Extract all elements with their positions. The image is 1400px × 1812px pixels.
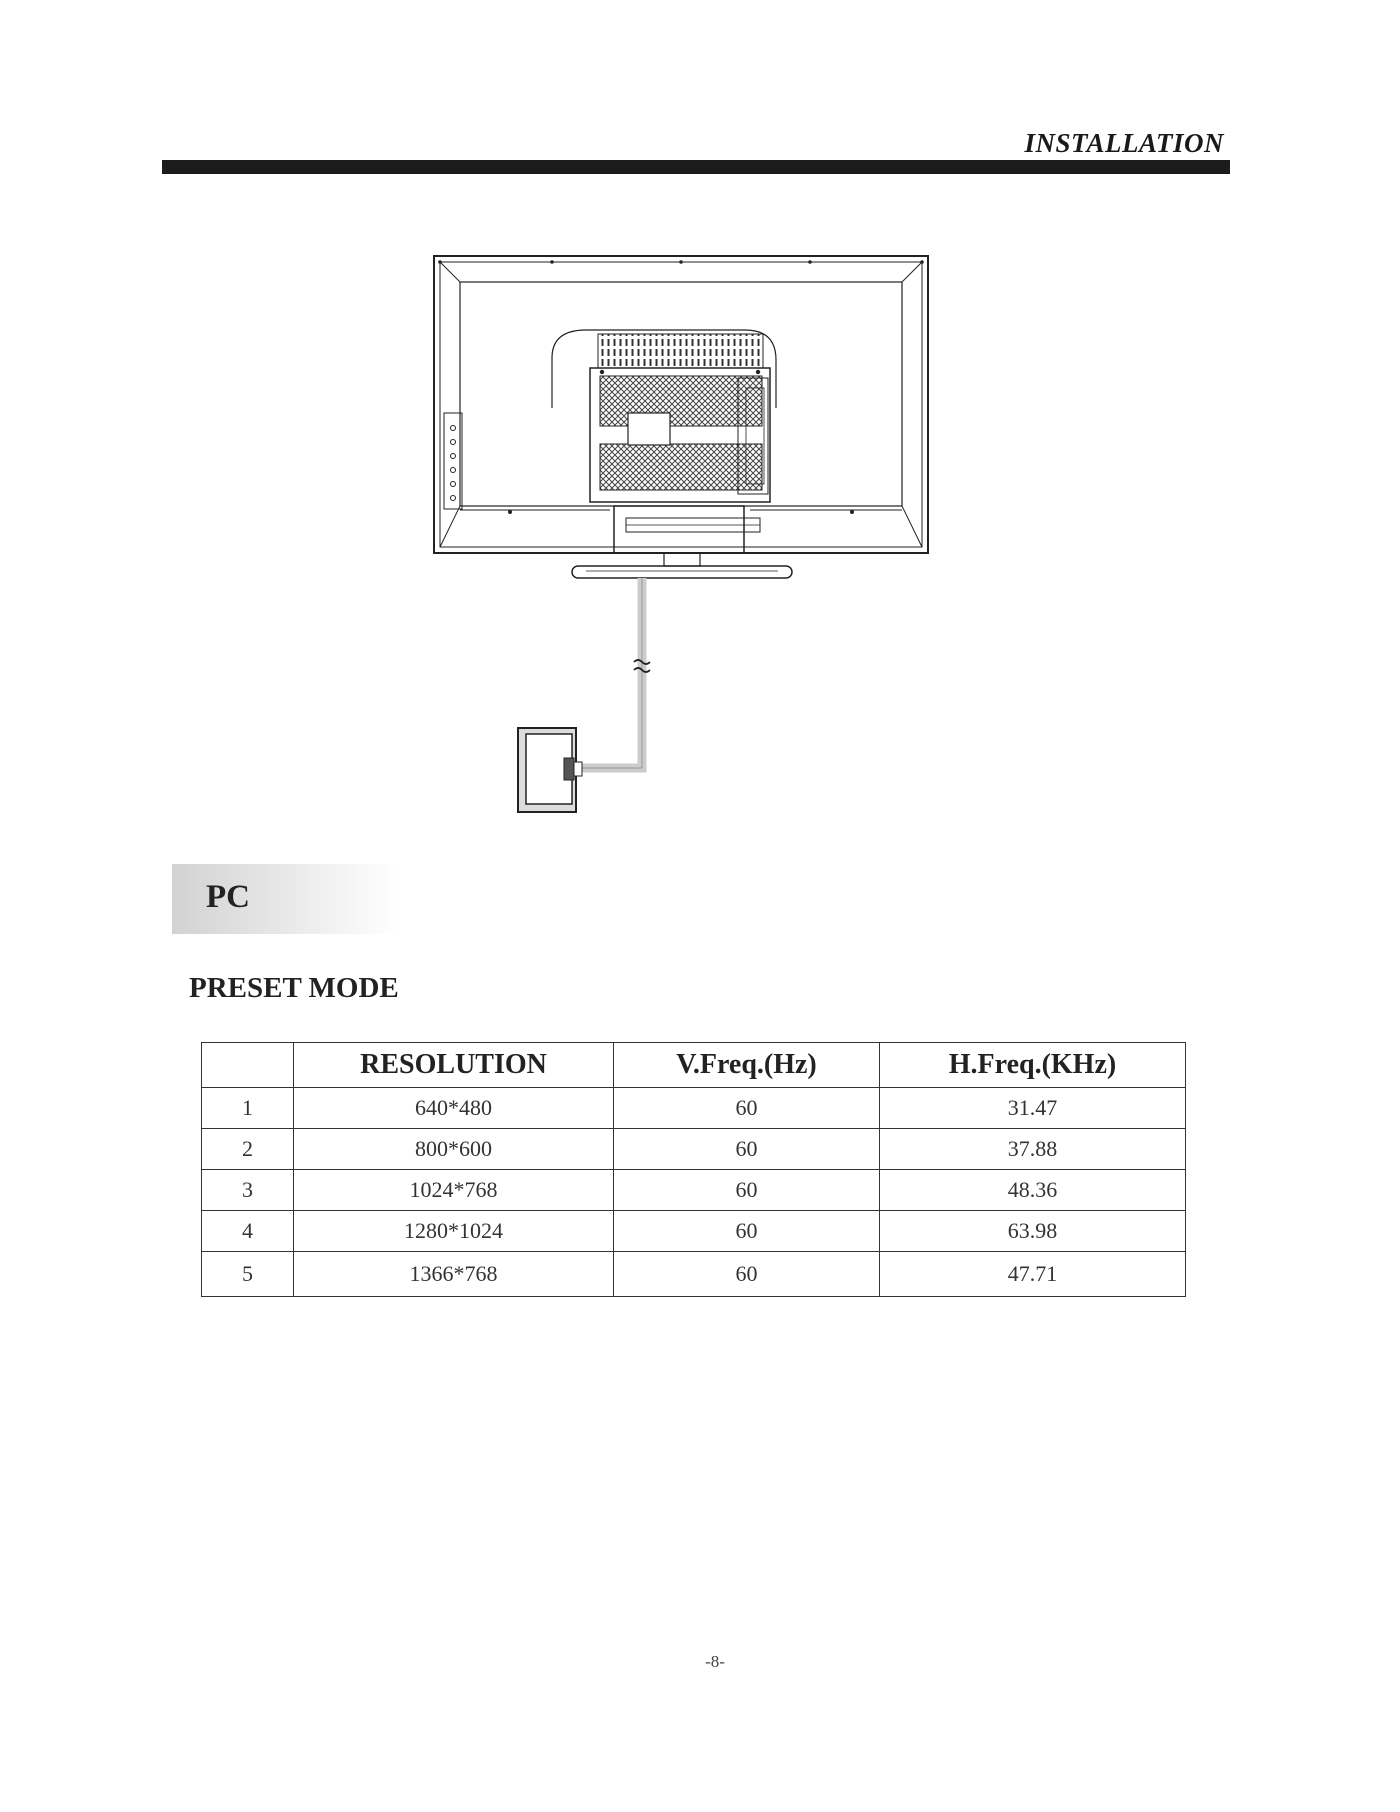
row-hfreq: 63.98 bbox=[880, 1211, 1186, 1252]
row-index: 1 bbox=[202, 1088, 294, 1129]
row-index: 4 bbox=[202, 1211, 294, 1252]
row-resolution: 1366*768 bbox=[294, 1252, 614, 1297]
row-index: 3 bbox=[202, 1170, 294, 1211]
row-hfreq: 37.88 bbox=[880, 1129, 1186, 1170]
page-number: -8- bbox=[705, 1652, 725, 1671]
row-resolution: 800*600 bbox=[294, 1129, 614, 1170]
row-index: 2 bbox=[202, 1129, 294, 1170]
table-row bbox=[202, 1170, 1186, 1211]
column-header-index bbox=[202, 1043, 294, 1088]
table-header-row bbox=[202, 1043, 1186, 1088]
table-row bbox=[202, 1088, 1186, 1129]
row-vfreq: 60 bbox=[614, 1252, 880, 1297]
table-row bbox=[202, 1252, 1186, 1297]
section-tab-pc bbox=[172, 864, 397, 934]
row-resolution: 640*480 bbox=[294, 1088, 614, 1129]
row-resolution: 1024*768 bbox=[294, 1170, 614, 1211]
row-hfreq: 48.36 bbox=[880, 1170, 1186, 1211]
tv-power-connection-diagram bbox=[420, 248, 940, 828]
row-vfreq: 60 bbox=[614, 1088, 880, 1129]
table-row bbox=[202, 1211, 1186, 1252]
header-rule bbox=[162, 160, 1230, 174]
row-vfreq: 60 bbox=[614, 1211, 880, 1252]
row-index: 5 bbox=[202, 1252, 294, 1297]
row-vfreq: 60 bbox=[614, 1170, 880, 1211]
preset-mode-table bbox=[201, 1042, 1186, 1297]
power-cord bbox=[577, 578, 650, 768]
tv-rear-panel bbox=[434, 256, 928, 578]
column-header-resolution: RESOLUTION bbox=[294, 1043, 614, 1088]
row-resolution: 1280*1024 bbox=[294, 1211, 614, 1252]
row-hfreq: 31.47 bbox=[880, 1088, 1186, 1129]
table-row bbox=[202, 1129, 1186, 1170]
column-header-vfreq: V.Freq.(Hz) bbox=[614, 1043, 880, 1088]
column-header-hfreq: H.Freq.(KHz) bbox=[880, 1043, 1186, 1088]
row-vfreq: 60 bbox=[614, 1129, 880, 1170]
section-tab-label: PC bbox=[206, 879, 250, 915]
preset-mode-heading: PRESET MODE bbox=[189, 972, 399, 1004]
row-hfreq: 47.71 bbox=[880, 1252, 1186, 1297]
wall-outlet bbox=[518, 728, 582, 812]
page-section-title: INSTALLATION bbox=[1024, 128, 1224, 158]
